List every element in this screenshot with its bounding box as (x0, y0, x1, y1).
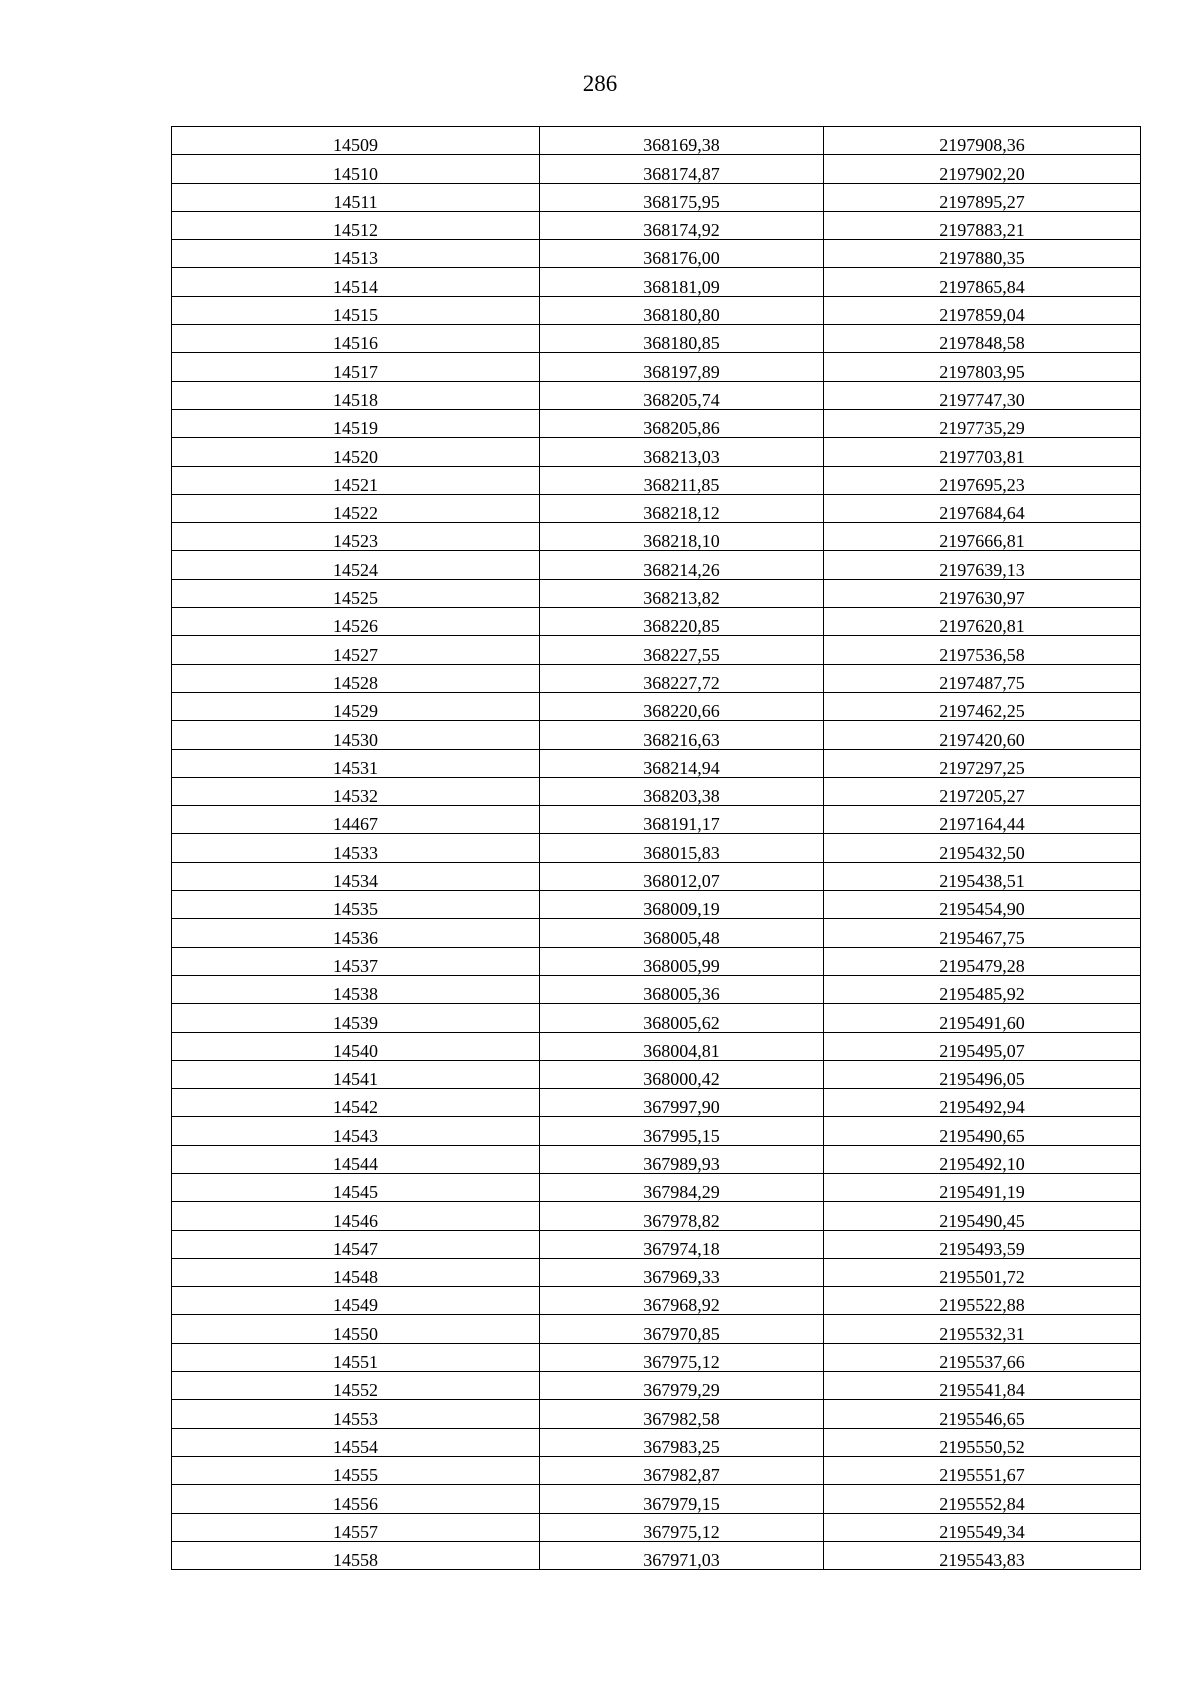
point-number-cell: 14510 (172, 155, 540, 183)
y-coordinate-cell: 2197895,27 (824, 183, 1141, 211)
x-coordinate-cell: 368191,17 (540, 806, 824, 834)
table-row (172, 155, 1141, 183)
point-number-cell: 14525 (172, 579, 540, 607)
table-row (172, 749, 1141, 777)
x-coordinate-cell: 368000,42 (540, 1060, 824, 1088)
y-coordinate-cell: 2195496,05 (824, 1060, 1141, 1088)
point-number-cell: 14544 (172, 1145, 540, 1173)
x-coordinate-cell: 367995,15 (540, 1117, 824, 1145)
x-coordinate-cell: 368213,03 (540, 438, 824, 466)
x-coordinate-cell: 367982,58 (540, 1400, 824, 1428)
x-coordinate-cell: 368218,10 (540, 523, 824, 551)
y-coordinate-cell: 2197666,81 (824, 523, 1141, 551)
x-coordinate-cell: 368214,26 (540, 551, 824, 579)
point-number-cell: 14542 (172, 1089, 540, 1117)
point-number-cell: 14516 (172, 325, 540, 353)
table-row (172, 494, 1141, 522)
point-number-cell: 14558 (172, 1541, 540, 1569)
x-coordinate-cell: 368009,19 (540, 891, 824, 919)
y-coordinate-cell: 2197865,84 (824, 268, 1141, 296)
y-coordinate-cell: 2195493,59 (824, 1230, 1141, 1258)
table-row (172, 636, 1141, 664)
table-row (172, 1513, 1141, 1541)
point-number-cell: 14536 (172, 919, 540, 947)
x-coordinate-cell: 368214,94 (540, 749, 824, 777)
x-coordinate-cell: 367968,92 (540, 1287, 824, 1315)
point-number-cell: 14520 (172, 438, 540, 466)
table-row (172, 1400, 1141, 1428)
y-coordinate-cell: 2195501,72 (824, 1258, 1141, 1286)
y-coordinate-cell: 2195491,60 (824, 1004, 1141, 1032)
point-number-cell: 14514 (172, 268, 540, 296)
x-coordinate-cell: 368180,80 (540, 296, 824, 324)
point-number-cell: 14537 (172, 947, 540, 975)
table-row (172, 1315, 1141, 1343)
x-coordinate-cell: 367971,03 (540, 1541, 824, 1569)
y-coordinate-cell: 2195454,90 (824, 891, 1141, 919)
table-row (172, 919, 1141, 947)
x-coordinate-cell: 368005,48 (540, 919, 824, 947)
point-number-cell: 14523 (172, 523, 540, 551)
y-coordinate-cell: 2197735,29 (824, 409, 1141, 437)
table-row (172, 1428, 1141, 1456)
point-number-cell: 14529 (172, 692, 540, 720)
x-coordinate-cell: 368227,55 (540, 636, 824, 664)
point-number-cell: 14531 (172, 749, 540, 777)
point-number-cell: 14530 (172, 721, 540, 749)
point-number-cell: 14546 (172, 1202, 540, 1230)
x-coordinate-cell: 368220,66 (540, 692, 824, 720)
x-coordinate-cell: 368005,99 (540, 947, 824, 975)
point-number-cell: 14524 (172, 551, 540, 579)
table-row (172, 1287, 1141, 1315)
point-number-cell: 14554 (172, 1428, 540, 1456)
table-row (172, 1230, 1141, 1258)
point-number-cell: 14543 (172, 1117, 540, 1145)
x-coordinate-cell: 367975,12 (540, 1513, 824, 1541)
x-coordinate-cell: 367970,85 (540, 1315, 824, 1343)
table-row (172, 1117, 1141, 1145)
table-row (172, 1173, 1141, 1201)
point-number-cell: 14556 (172, 1485, 540, 1513)
y-coordinate-cell: 2197803,95 (824, 353, 1141, 381)
point-number-cell: 14517 (172, 353, 540, 381)
point-number-cell: 14527 (172, 636, 540, 664)
table-row (172, 353, 1141, 381)
point-number-cell: 14534 (172, 862, 540, 890)
coordinates-table (171, 126, 1141, 1570)
x-coordinate-cell: 368004,81 (540, 1032, 824, 1060)
x-coordinate-cell: 368227,72 (540, 664, 824, 692)
table-row (172, 183, 1141, 211)
x-coordinate-cell: 367974,18 (540, 1230, 824, 1258)
point-number-cell: 14513 (172, 240, 540, 268)
point-number-cell: 14548 (172, 1258, 540, 1286)
table-row (172, 466, 1141, 494)
y-coordinate-cell: 2195479,28 (824, 947, 1141, 975)
table-row (172, 834, 1141, 862)
point-number-cell: 14551 (172, 1343, 540, 1371)
x-coordinate-cell: 368169,38 (540, 127, 824, 155)
x-coordinate-cell: 368211,85 (540, 466, 824, 494)
point-number-cell: 14545 (172, 1173, 540, 1201)
table-body (172, 127, 1141, 1570)
y-coordinate-cell: 2197859,04 (824, 296, 1141, 324)
point-number-cell: 14557 (172, 1513, 540, 1541)
x-coordinate-cell: 368205,74 (540, 381, 824, 409)
y-coordinate-cell: 2197684,64 (824, 494, 1141, 522)
point-number-cell: 14540 (172, 1032, 540, 1060)
y-coordinate-cell: 2195438,51 (824, 862, 1141, 890)
point-number-cell: 14518 (172, 381, 540, 409)
table-row (172, 975, 1141, 1003)
y-coordinate-cell: 2195537,66 (824, 1343, 1141, 1371)
table-row (172, 1258, 1141, 1286)
table-row (172, 891, 1141, 919)
table-row (172, 551, 1141, 579)
y-coordinate-cell: 2195492,94 (824, 1089, 1141, 1117)
y-coordinate-cell: 2197695,23 (824, 466, 1141, 494)
table-row (172, 579, 1141, 607)
point-number-cell: 14550 (172, 1315, 540, 1343)
table-row (172, 664, 1141, 692)
point-number-cell: 14541 (172, 1060, 540, 1088)
y-coordinate-cell: 2195467,75 (824, 919, 1141, 947)
point-number-cell: 14539 (172, 1004, 540, 1032)
point-number-cell: 14532 (172, 777, 540, 805)
x-coordinate-cell: 368015,83 (540, 834, 824, 862)
x-coordinate-cell: 367979,15 (540, 1485, 824, 1513)
y-coordinate-cell: 2197620,81 (824, 608, 1141, 636)
table-row (172, 409, 1141, 437)
x-coordinate-cell: 368203,38 (540, 777, 824, 805)
y-coordinate-cell: 2197487,75 (824, 664, 1141, 692)
y-coordinate-cell: 2195432,50 (824, 834, 1141, 862)
table-row (172, 1060, 1141, 1088)
table-row (172, 381, 1141, 409)
point-number-cell: 14512 (172, 211, 540, 239)
x-coordinate-cell: 368005,36 (540, 975, 824, 1003)
point-number-cell: 14535 (172, 891, 540, 919)
y-coordinate-cell: 2197883,21 (824, 211, 1141, 239)
x-coordinate-cell: 368205,86 (540, 409, 824, 437)
y-coordinate-cell: 2197205,27 (824, 777, 1141, 805)
y-coordinate-cell: 2197703,81 (824, 438, 1141, 466)
x-coordinate-cell: 367983,25 (540, 1428, 824, 1456)
y-coordinate-cell: 2195546,65 (824, 1400, 1141, 1428)
table-row (172, 692, 1141, 720)
y-coordinate-cell: 2195490,45 (824, 1202, 1141, 1230)
y-coordinate-cell: 2197848,58 (824, 325, 1141, 353)
page-number: 286 (582, 71, 618, 96)
point-number-cell: 14515 (172, 296, 540, 324)
y-coordinate-cell: 2195491,19 (824, 1173, 1141, 1201)
x-coordinate-cell: 368180,85 (540, 325, 824, 353)
table-row (172, 438, 1141, 466)
table-row (172, 806, 1141, 834)
x-coordinate-cell: 368218,12 (540, 494, 824, 522)
table-row (172, 721, 1141, 749)
point-number-cell: 14521 (172, 466, 540, 494)
y-coordinate-cell: 2197297,25 (824, 749, 1141, 777)
table-row (172, 127, 1141, 155)
y-coordinate-cell: 2197462,25 (824, 692, 1141, 720)
y-coordinate-cell: 2195492,10 (824, 1145, 1141, 1173)
x-coordinate-cell: 367979,29 (540, 1372, 824, 1400)
point-number-cell: 14509 (172, 127, 540, 155)
table-row (172, 268, 1141, 296)
point-number-cell: 14547 (172, 1230, 540, 1258)
y-coordinate-cell: 2197164,44 (824, 806, 1141, 834)
y-coordinate-cell: 2197908,36 (824, 127, 1141, 155)
x-coordinate-cell: 368175,95 (540, 183, 824, 211)
y-coordinate-cell: 2195550,52 (824, 1428, 1141, 1456)
y-coordinate-cell: 2195552,84 (824, 1485, 1141, 1513)
x-coordinate-cell: 367982,87 (540, 1456, 824, 1484)
table-row (172, 240, 1141, 268)
table-row (172, 1202, 1141, 1230)
y-coordinate-cell: 2195522,88 (824, 1287, 1141, 1315)
point-number-cell: 14555 (172, 1456, 540, 1484)
y-coordinate-cell: 2197902,20 (824, 155, 1141, 183)
y-coordinate-cell: 2197639,13 (824, 551, 1141, 579)
table-row (172, 1032, 1141, 1060)
table-row (172, 947, 1141, 975)
point-number-cell: 14553 (172, 1400, 540, 1428)
point-number-cell: 14519 (172, 409, 540, 437)
point-number-cell: 14533 (172, 834, 540, 862)
table-row (172, 1456, 1141, 1484)
point-number-cell: 14538 (172, 975, 540, 1003)
x-coordinate-cell: 368213,82 (540, 579, 824, 607)
x-coordinate-cell: 368174,87 (540, 155, 824, 183)
x-coordinate-cell: 367978,82 (540, 1202, 824, 1230)
point-number-cell: 14552 (172, 1372, 540, 1400)
table-row (172, 211, 1141, 239)
x-coordinate-cell: 368216,63 (540, 721, 824, 749)
x-coordinate-cell: 368220,85 (540, 608, 824, 636)
x-coordinate-cell: 368197,89 (540, 353, 824, 381)
x-coordinate-cell: 368174,92 (540, 211, 824, 239)
y-coordinate-cell: 2197420,60 (824, 721, 1141, 749)
table-row (172, 325, 1141, 353)
table-row (172, 862, 1141, 890)
y-coordinate-cell: 2197880,35 (824, 240, 1141, 268)
x-coordinate-cell: 367975,12 (540, 1343, 824, 1371)
point-number-cell: 14467 (172, 806, 540, 834)
x-coordinate-cell: 367997,90 (540, 1089, 824, 1117)
point-number-cell: 14522 (172, 494, 540, 522)
point-number-cell: 14549 (172, 1287, 540, 1315)
x-coordinate-cell: 367984,29 (540, 1173, 824, 1201)
table-row (172, 1004, 1141, 1032)
point-number-cell: 14511 (172, 183, 540, 211)
y-coordinate-cell: 2195532,31 (824, 1315, 1141, 1343)
point-number-cell: 14528 (172, 664, 540, 692)
point-number-cell: 14526 (172, 608, 540, 636)
x-coordinate-cell: 368012,07 (540, 862, 824, 890)
x-coordinate-cell: 368176,00 (540, 240, 824, 268)
y-coordinate-cell: 2195485,92 (824, 975, 1141, 1003)
y-coordinate-cell: 2197630,97 (824, 579, 1141, 607)
y-coordinate-cell: 2195495,07 (824, 1032, 1141, 1060)
y-coordinate-cell: 2195549,34 (824, 1513, 1141, 1541)
table-row (172, 608, 1141, 636)
y-coordinate-cell: 2195551,67 (824, 1456, 1141, 1484)
table-row (172, 777, 1141, 805)
table-row (172, 1145, 1141, 1173)
x-coordinate-cell: 368181,09 (540, 268, 824, 296)
table-row (172, 1485, 1141, 1513)
y-coordinate-cell: 2195490,65 (824, 1117, 1141, 1145)
table-row (172, 1372, 1141, 1400)
x-coordinate-cell: 368005,62 (540, 1004, 824, 1032)
table-row (172, 1343, 1141, 1371)
y-coordinate-cell: 2195541,84 (824, 1372, 1141, 1400)
y-coordinate-cell: 2195543,83 (824, 1541, 1141, 1569)
table-row (172, 523, 1141, 551)
y-coordinate-cell: 2197747,30 (824, 381, 1141, 409)
x-coordinate-cell: 367989,93 (540, 1145, 824, 1173)
x-coordinate-cell: 367969,33 (540, 1258, 824, 1286)
table-row (172, 1089, 1141, 1117)
table-row (172, 296, 1141, 324)
y-coordinate-cell: 2197536,58 (824, 636, 1141, 664)
table-row (172, 1541, 1141, 1569)
